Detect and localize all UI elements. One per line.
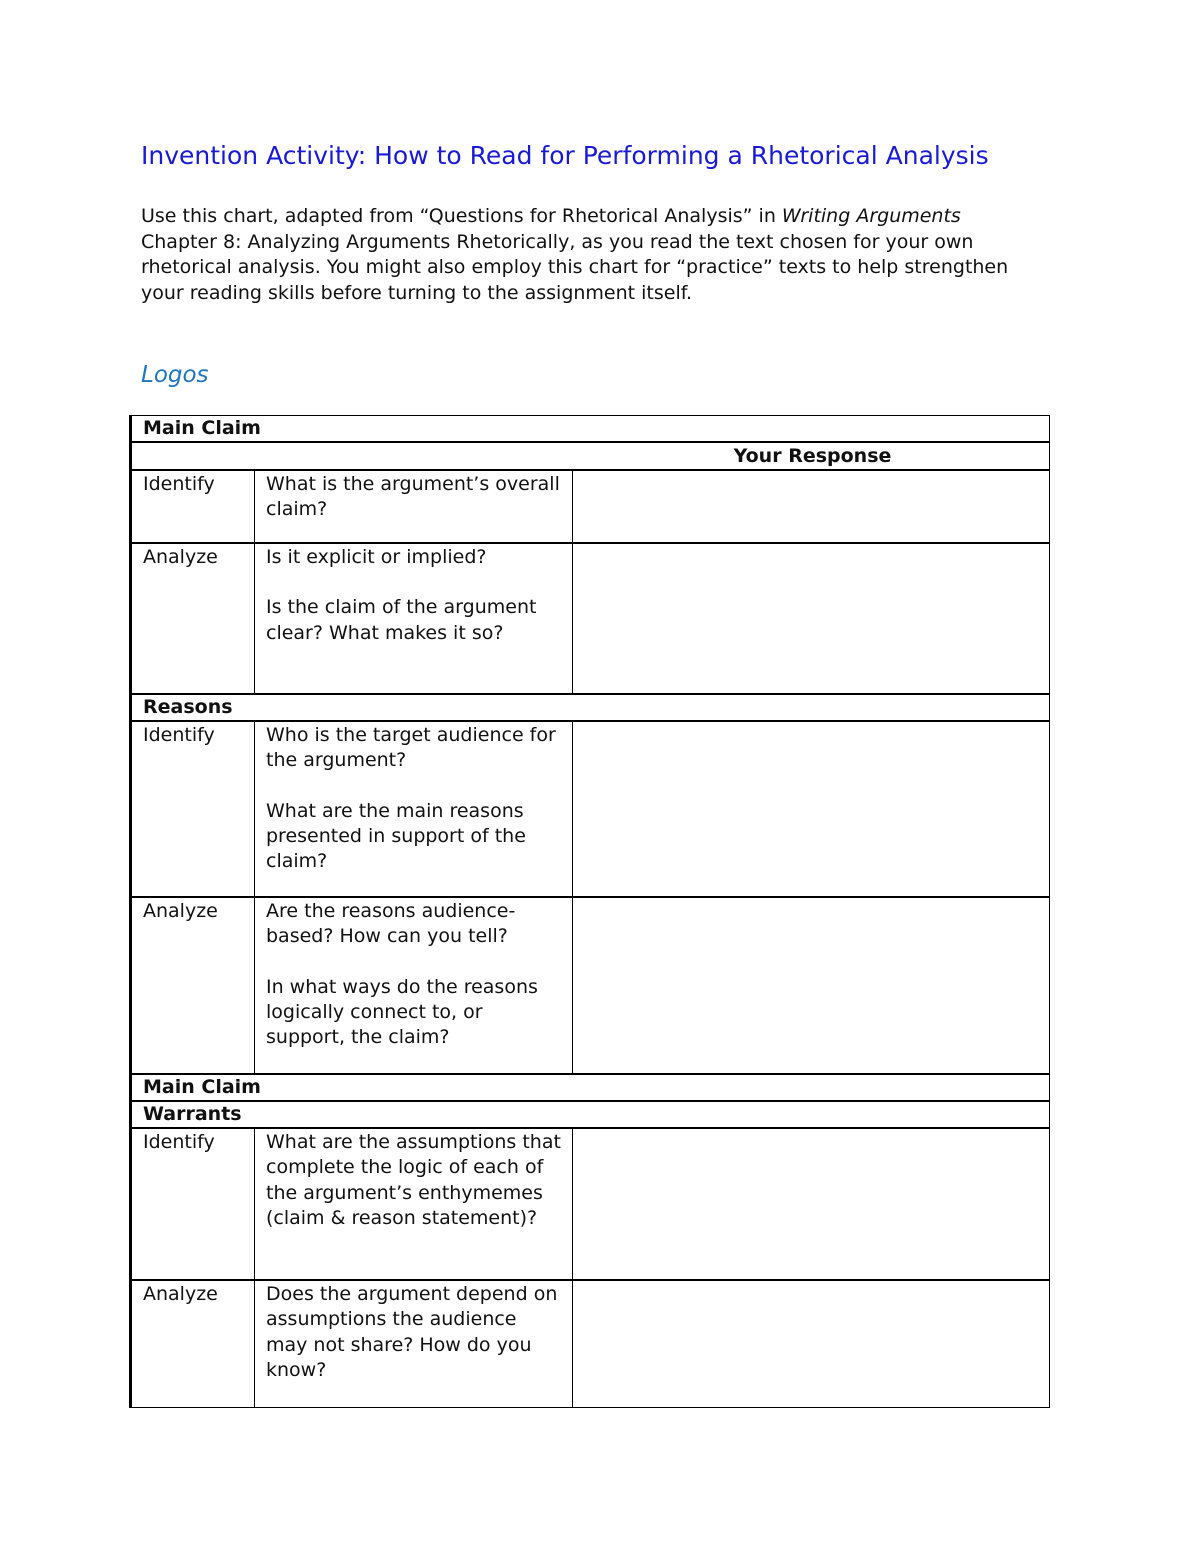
question-text: Is the claim of the argument clear? What makes it so? [266, 596, 537, 644]
section-label: Main Claim [131, 416, 1050, 443]
table-row [131, 543, 1050, 694]
table-row [131, 470, 1050, 543]
intro-paragraph [141, 204, 1021, 306]
section-label: Warrants [131, 1101, 1050, 1128]
question-cell [255, 470, 573, 543]
table-row [131, 1280, 1050, 1407]
section-row-warrants [131, 1101, 1050, 1128]
question-text: Who is the target audience for the argument? [266, 724, 556, 772]
section-heading-logos: Logos [141, 362, 209, 388]
question-cell [255, 721, 573, 897]
page-title: Invention Activity: How to Read for Performing a Rhetorical Analysis [141, 141, 989, 170]
question-cell [255, 1128, 573, 1280]
question-cell [255, 897, 573, 1074]
response-cell[interactable] [573, 897, 1050, 1074]
response-cell[interactable] [573, 543, 1050, 694]
row-label: Identify [131, 721, 255, 897]
section-row-reasons [131, 694, 1050, 721]
question-text: Are the reasons audience-based? How can you tell? [266, 900, 516, 948]
section-row-main-claim-2 [131, 1074, 1050, 1101]
response-cell[interactable] [573, 470, 1050, 543]
question-text: Is it explicit or implied? [266, 546, 487, 568]
question-cell [255, 543, 573, 694]
row-label: Identify [131, 470, 255, 543]
table-row [131, 897, 1050, 1074]
table-row [131, 721, 1050, 897]
question-text: What are the assumptions that complete the logic of each of the argument’s enthymemes (claim & reason statement)? [266, 1131, 561, 1229]
question-cell [255, 1280, 573, 1407]
section-label: Main Claim [131, 1074, 1050, 1101]
intro-text-1: Use this chart, adapted from “Questions for Rhetorical Analysis” in [141, 205, 782, 227]
row-label: Analyze [131, 543, 255, 694]
response-header-label: Your Response [733, 445, 892, 467]
response-cell[interactable] [573, 1280, 1050, 1407]
response-cell[interactable] [573, 1128, 1050, 1280]
response-header [131, 442, 1050, 470]
header-row [131, 442, 1050, 470]
intro-text-2: Chapter 8: Analyzing Arguments Rhetorically, as you read the text chosen for your own rhetorical analysis. You might also employ this chart for “practice” texts to help strengthen your reading skills before turning to the assignment itself. [141, 230, 1009, 304]
question-text: What is the argument’s overall claim? [266, 473, 560, 521]
book-title: Writing Arguments [781, 205, 961, 227]
table-row [131, 1128, 1050, 1280]
section-label: Reasons [131, 694, 1050, 721]
row-label: Analyze [131, 897, 255, 1074]
row-label: Identify [131, 1128, 255, 1280]
question-text: What are the main reasons presented in support of the claim? [266, 799, 526, 873]
row-label: Analyze [131, 1280, 255, 1407]
section-row-main-claim [131, 416, 1050, 443]
response-cell[interactable] [573, 721, 1050, 897]
logos-chart [129, 415, 1050, 1408]
question-text: Does the argument depend on assumptions the audience may not share? How do you know? [266, 1283, 558, 1381]
question-text: In what ways do the reasons logically connect to, or support, the claim? [266, 975, 538, 1049]
